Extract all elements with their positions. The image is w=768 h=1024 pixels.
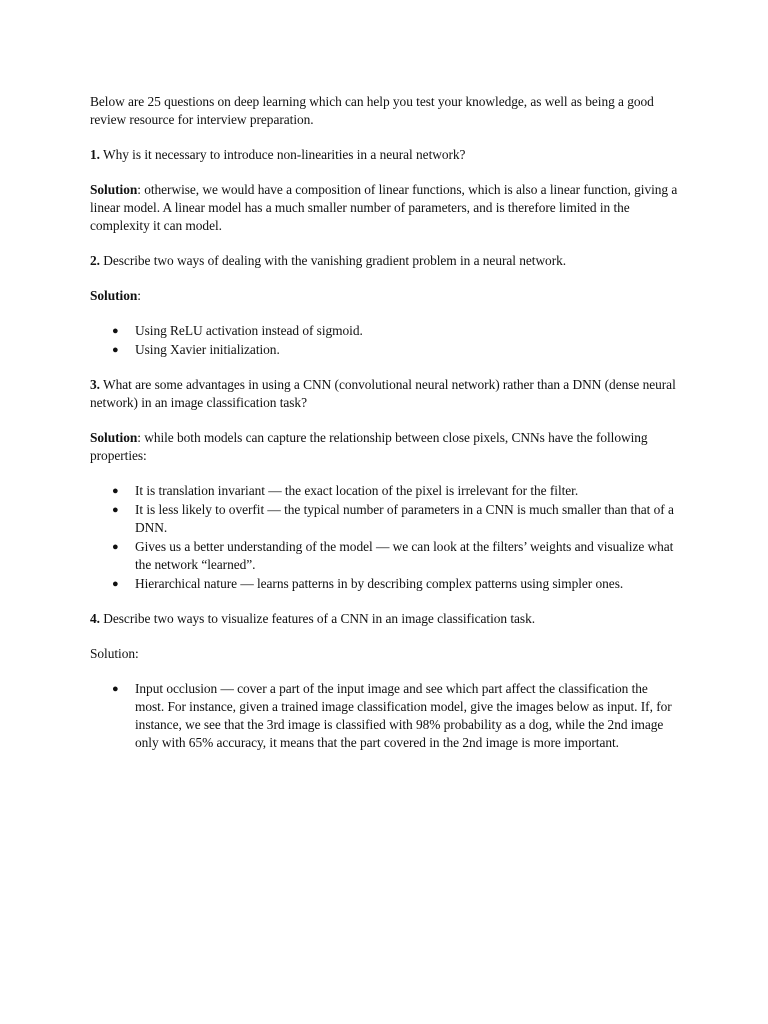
question-text: Why is it necessary to introduce non-linearities in a neural network? (99, 147, 466, 162)
solution-text: : while both models can capture the relationship between close pixels, CNNs have the following properties: (90, 430, 648, 463)
list-item-text: Input occlusion — cover a part of the input image and see which part affect the classification the most. For instance, given a trained image classification model, give the images below as input. If, for instance, we see that the 3rd image is classified with 98% probability as a dog, while the 2nd image only with 65% accuracy, it means that the part covered in the 2nd image is more important. (135, 681, 672, 750)
list-item-text: It is translation invariant — the exact location of the pixel is irrelevant for the filter. (135, 483, 579, 498)
list-item-text: Gives us a better understanding of the model — we can look at the filters’ weights and visualize what the network “learned”. (135, 539, 674, 572)
question-number: 4. (90, 611, 100, 626)
intro-paragraph: Below are 25 questions on deep learning which can help you test your knowledge, as well as being a good review resource for interview preparation. (90, 94, 654, 127)
list-item-text: Hierarchical nature — learns patterns in by describing complex patterns using simpler ones. (135, 576, 624, 591)
list-item-text: Using Xavier initialization. (135, 342, 280, 357)
question-text: What are some advantages in using a CNN (convolutional neural network) rather than a DNN (dense neural network) in an image classification task? (90, 377, 676, 410)
question-number: 2. (90, 253, 100, 268)
question-4 (90, 610, 680, 628)
question-text: Describe two ways to visualize features of a CNN in an image classification task. (99, 611, 536, 626)
solution-label: Solution (90, 430, 138, 445)
document-page (90, 93, 680, 769)
list-item (112, 538, 680, 574)
question-2 (90, 252, 680, 270)
bullet-icon: ● (112, 683, 119, 695)
question-number: 1. (90, 147, 100, 162)
list-item (112, 501, 680, 537)
bullet-icon: ● (112, 485, 119, 497)
solution-1 (90, 181, 680, 235)
question-1 (90, 146, 680, 164)
bullet-icon: ● (112, 325, 119, 337)
list-item (112, 482, 680, 500)
solution-4-list (90, 680, 680, 752)
bullet-icon: ● (112, 344, 119, 356)
bullet-icon: ● (112, 578, 119, 590)
list-item-text: Using ReLU activation instead of sigmoid. (135, 323, 363, 338)
question-number: 3. (90, 377, 100, 392)
solution-4 (90, 645, 680, 663)
bullet-icon: ● (112, 504, 119, 516)
solution-label: Solution: (90, 646, 139, 661)
solution-3-list (90, 482, 680, 593)
bullet-icon: ● (112, 541, 119, 553)
solution-2-list (90, 322, 680, 359)
list-item (112, 575, 680, 593)
list-item (112, 341, 680, 359)
list-item-text: It is less likely to overfit — the typical number of parameters in a CNN is much smaller than that of a DNN. (135, 502, 674, 535)
list-item (112, 322, 680, 340)
solution-label: Solution (90, 182, 138, 197)
solution-2 (90, 287, 680, 305)
solution-3 (90, 429, 680, 465)
list-item (112, 680, 680, 752)
question-text: Describe two ways of dealing with the vanishing gradient problem in a neural network. (99, 253, 567, 268)
question-3 (90, 376, 680, 412)
solution-label: Solution (90, 288, 138, 303)
solution-text: : (137, 288, 141, 303)
solution-text: : otherwise, we would have a composition of linear functions, which is also a linear function, giving a linear model. A linear model has a much smaller number of parameters, and is therefore limited in the complexity it can model. (90, 182, 678, 233)
